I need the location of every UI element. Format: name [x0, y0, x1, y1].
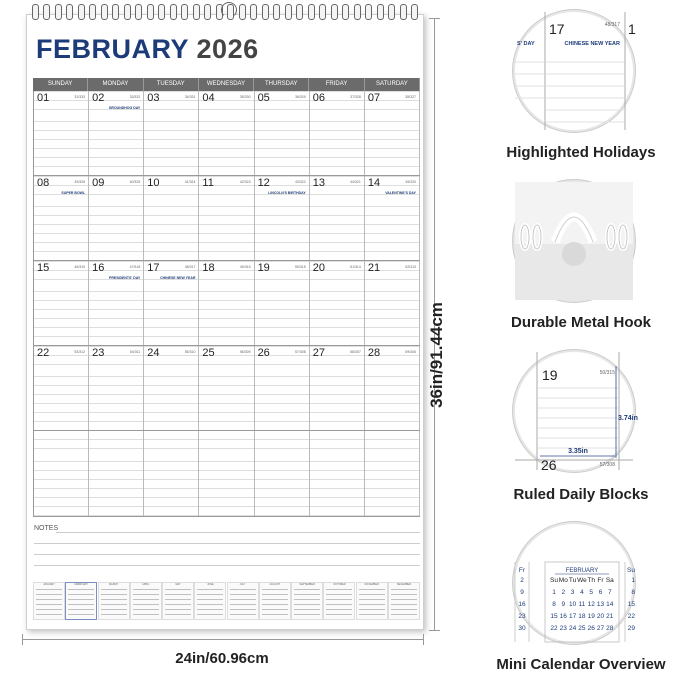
- day-number: 28: [367, 347, 381, 359]
- holidays-zoom-illustration: [515, 12, 636, 130]
- mini-weekday: We: [577, 577, 587, 584]
- mini-day: 14: [606, 601, 614, 608]
- zoom-day-number: 17: [549, 21, 565, 37]
- day-of-year: 44/321: [350, 180, 361, 184]
- weekday-label: FRIDAY: [309, 78, 364, 91]
- mini-day: 24: [568, 625, 577, 632]
- mini-month: [388, 582, 420, 620]
- block-next-day-of-year: 57/308: [599, 462, 615, 468]
- day-cell: [144, 91, 199, 175]
- day-cell: [89, 261, 144, 345]
- day-number: 14: [367, 177, 381, 189]
- day-number: 13: [312, 177, 325, 189]
- mini-next-month-day: Su: [627, 567, 635, 574]
- binding-ring: [273, 4, 280, 20]
- day-cell: [33, 346, 89, 430]
- binding-ring: [365, 4, 372, 20]
- mini-month-rows: [391, 589, 417, 616]
- day-cell: [144, 431, 199, 516]
- feature-label: Highlighted Holidays: [506, 144, 656, 161]
- weekday-label: SATURDAY: [365, 78, 420, 91]
- holiday-label: PRESIDENTS' DAY: [109, 276, 141, 280]
- day-cell: [255, 261, 310, 345]
- day-number: 23: [92, 347, 105, 359]
- mini-month-name: SEPTEMBER: [299, 583, 315, 586]
- mini-calendar-illustration: [515, 524, 633, 642]
- mini-day: 27: [596, 625, 605, 632]
- day-number: 22: [37, 347, 50, 359]
- binding-ring: [147, 4, 154, 20]
- binding-ring: [181, 4, 188, 20]
- day-cell: [144, 346, 199, 430]
- binding-ring: [158, 4, 165, 20]
- holiday-label: CHINESE NEW YEAR: [160, 276, 196, 280]
- day-number: 16: [92, 262, 105, 274]
- day-number: 12: [257, 177, 270, 189]
- day-cell: [89, 346, 144, 430]
- calendar-title: [36, 34, 259, 65]
- mini-day: 4: [580, 589, 584, 596]
- block-width-label: 3.35in: [568, 448, 588, 455]
- mini-month: [323, 582, 355, 620]
- binding-ring: [124, 4, 131, 20]
- binding-ring: [101, 4, 108, 20]
- mini-month-name: NOVEMBER: [364, 583, 379, 586]
- binding-ring: [331, 4, 338, 20]
- mini-day: 28: [606, 625, 614, 632]
- holiday-label: GROUNDHOG DAY: [108, 106, 141, 110]
- day-of-year: 59/306: [405, 350, 416, 354]
- holidays-zoom-circle: [513, 10, 635, 132]
- binding-ring: [262, 4, 269, 20]
- day-of-year: 46/319: [74, 265, 86, 269]
- mini-day: 17: [568, 613, 577, 620]
- binding-ring: [43, 4, 50, 20]
- mini-month-rows: [359, 589, 385, 616]
- mini-day: 9: [561, 601, 566, 608]
- day-cell: [310, 261, 365, 345]
- mini-month: [65, 582, 97, 620]
- day-cell: [255, 176, 310, 260]
- mini-next-month-day: 29: [627, 625, 635, 632]
- dimension-tick: [429, 18, 440, 19]
- day-cell: [255, 431, 310, 516]
- week-row: [33, 176, 420, 261]
- day-of-year: 45/320: [405, 180, 416, 184]
- zoom-holiday: CHINESE NEW YEAR: [564, 41, 620, 47]
- mini-next-month-day: 15: [627, 601, 635, 608]
- month-name: FEBRUARY: [36, 34, 189, 64]
- day-number: 07: [367, 92, 381, 104]
- binding-ring: [308, 4, 315, 20]
- binding-ring: [55, 4, 62, 20]
- mini-day: 2: [561, 589, 566, 596]
- day-number: 24: [147, 347, 160, 359]
- mini-day: 1: [552, 589, 556, 596]
- day-cell: [144, 176, 199, 260]
- binding-ring: [285, 4, 292, 20]
- mini-prev-month-day: 30: [518, 625, 526, 632]
- mini-month-name: MAY: [175, 583, 181, 586]
- day-of-year: 58/307: [350, 350, 361, 354]
- dimension-tick: [423, 634, 424, 645]
- mini-prev-month-day: 23: [518, 613, 526, 620]
- mini-calendar-strip: [33, 582, 420, 620]
- dimension-tick: [429, 630, 440, 631]
- binding-ring: [112, 4, 119, 20]
- day-cell: [199, 346, 254, 430]
- holiday-label: SUPER BOWL: [61, 191, 86, 195]
- weekday-label: WEDNESDAY: [199, 78, 254, 91]
- week-row: [33, 261, 420, 346]
- mini-weekday: Mo: [558, 577, 568, 584]
- day-number: 21: [367, 262, 381, 274]
- mini-month-rows: [262, 589, 288, 616]
- day-of-year: 55/310: [184, 350, 196, 354]
- mini-month: [33, 582, 65, 620]
- mini-month: [194, 582, 226, 620]
- month-grid: [33, 78, 420, 517]
- weeks: [33, 91, 420, 517]
- mini-day: 10: [568, 601, 577, 608]
- holiday-label: VALENTINE'S DAY: [385, 191, 416, 195]
- mini-month-name: OCTOBER: [333, 583, 346, 586]
- binding-ring: [135, 4, 142, 20]
- binding-ring: [66, 4, 73, 20]
- mini-month: [227, 582, 259, 620]
- mini-month-name: DECEMBER: [396, 583, 411, 586]
- day-of-year: 48/317: [184, 265, 196, 269]
- day-cell: [310, 91, 365, 175]
- day-number: 08: [37, 177, 50, 189]
- hook-zoom-circle: [513, 180, 635, 302]
- notes-line: [34, 565, 420, 566]
- mini-month-name: AUGUST: [269, 583, 281, 586]
- mini-day: 23: [559, 625, 567, 632]
- block-day-of-year: 50/315: [599, 370, 615, 376]
- day-cell: [199, 176, 254, 260]
- day-cell: [199, 261, 254, 345]
- mini-month-name: FEBRUARY: [565, 568, 599, 574]
- mini-month: [291, 582, 323, 620]
- block-next-day: 26: [541, 457, 557, 473]
- binding-ring: [354, 4, 361, 20]
- day-number: 11: [202, 177, 214, 189]
- mini-month-name: JUNE: [207, 583, 214, 586]
- day-cell: [365, 431, 420, 516]
- mini-weekday: Tu: [568, 577, 577, 584]
- hanging-hook: [221, 2, 237, 18]
- week-row: [33, 91, 420, 176]
- day-of-year: 33/332: [129, 95, 141, 99]
- mini-prev-month-day: Fr: [518, 567, 526, 574]
- mini-month: [98, 582, 130, 620]
- day-of-year: 57/308: [294, 350, 306, 354]
- day-number: 15: [37, 262, 50, 274]
- day-of-year: 32/333: [74, 95, 86, 99]
- mini-day: 18: [578, 613, 586, 620]
- binding-ring: [400, 4, 407, 20]
- mini-month-rows: [101, 589, 127, 616]
- day-cell: [199, 431, 254, 516]
- mini-day: 26: [587, 625, 595, 632]
- weekday-label: THURSDAY: [254, 78, 309, 91]
- day-of-year: 39/326: [74, 180, 86, 184]
- mini-month-name: APRIL: [142, 583, 150, 586]
- mini-month-rows: [197, 589, 223, 616]
- mini-month-rows: [294, 589, 320, 616]
- width-label: 24in/60.96cm: [175, 650, 269, 667]
- day-cell: [89, 176, 144, 260]
- mini-day: 16: [559, 613, 567, 620]
- day-cell: [33, 431, 89, 516]
- binding-ring: [193, 4, 200, 20]
- day-of-year: 50/315: [294, 265, 306, 269]
- mini-day: 13: [596, 601, 605, 608]
- mini-day: 8: [552, 601, 556, 608]
- feature-label: Durable Metal Hook: [510, 314, 652, 331]
- day-of-year: 35/330: [239, 95, 251, 99]
- day-cell: [199, 91, 254, 175]
- binding-ring: [204, 4, 211, 20]
- mini-next-month-day: 22: [627, 613, 635, 620]
- blocks-zoom-circle: [513, 350, 638, 473]
- zoom-holiday-partial: S' DAY: [517, 41, 535, 47]
- day-of-year: 37/328: [350, 95, 361, 99]
- notes-label: NOTES: [34, 525, 59, 532]
- day-cell: [365, 261, 420, 345]
- day-number: 25: [202, 347, 215, 359]
- mini-next-month-day: 1: [631, 577, 635, 584]
- metal-hook-icon: [515, 182, 633, 300]
- day-of-year: 40/325: [129, 180, 141, 184]
- binding-ring: [89, 4, 96, 20]
- day-of-year: 53/312: [74, 350, 86, 354]
- day-cell: [255, 91, 310, 175]
- weekday-label: MONDAY: [88, 78, 143, 91]
- mini-day: 15: [550, 613, 558, 620]
- week-row: [33, 431, 420, 517]
- mini-prev-month-day: 9: [520, 589, 524, 596]
- day-number: 18: [202, 262, 215, 274]
- day-cell: [310, 176, 365, 260]
- notes-line: [34, 543, 420, 544]
- day-number: 09: [92, 177, 105, 189]
- day-of-year: 54/311: [129, 350, 141, 354]
- binding-ring: [170, 4, 177, 20]
- binding-ring: [78, 4, 85, 20]
- binding-ring: [296, 4, 303, 20]
- day-cell: [33, 91, 89, 175]
- ruled-block-illustration: [515, 352, 638, 473]
- mini-day: 5: [589, 589, 594, 596]
- day-of-year: 34/331: [184, 95, 196, 99]
- mini-month-name: FEBRUARY: [74, 583, 89, 586]
- mini-month-rows: [230, 589, 256, 616]
- day-cell: [89, 91, 144, 175]
- mini-month-name: MARCH: [108, 583, 119, 586]
- mini-prev-month-day: 16: [518, 601, 526, 608]
- mini-day: 12: [587, 601, 595, 608]
- mini-next-month-day: 8: [631, 589, 635, 596]
- mini-day: 11: [578, 601, 586, 608]
- dimension-tick: [22, 634, 23, 645]
- holiday-label: LINCOLN'S BIRTHDAY: [268, 191, 306, 195]
- day-number: 26: [257, 347, 270, 359]
- day-cell: [365, 346, 420, 430]
- day-number: 03: [147, 92, 160, 104]
- weekday-label: TUESDAY: [144, 78, 199, 91]
- week-row: [33, 346, 420, 431]
- day-cell: [89, 431, 144, 516]
- day-cell: [365, 176, 420, 260]
- mini-month: [356, 582, 388, 620]
- mini-weekday: Fr: [597, 577, 604, 584]
- mini-day: 19: [587, 613, 595, 620]
- mini-month: [130, 582, 162, 620]
- day-cell: [365, 91, 420, 175]
- day-of-year: 51/314: [350, 265, 361, 269]
- day-of-year: 47/318: [129, 265, 141, 269]
- day-of-year: 43/322: [294, 180, 306, 184]
- day-number: 10: [147, 177, 160, 189]
- block-height-label: 3.74in: [618, 415, 638, 422]
- day-of-year: 56/309: [239, 350, 251, 354]
- day-of-year: 41/324: [184, 180, 196, 184]
- day-cell: [33, 261, 89, 345]
- mini-month-rows: [326, 589, 352, 616]
- day-number: 27: [312, 347, 325, 359]
- mini-month-rows: [133, 589, 159, 616]
- binding-ring: [239, 4, 246, 20]
- mini-day: 25: [578, 625, 586, 632]
- day-number: 04: [202, 92, 215, 104]
- mini-month: [259, 582, 291, 620]
- mini-day: 7: [607, 589, 612, 596]
- block-day-number: 19: [542, 367, 558, 383]
- day-of-year: 52/313: [405, 265, 416, 269]
- mini-month: [162, 582, 194, 620]
- mini-day: 20: [596, 613, 605, 620]
- weekday-header: [33, 78, 420, 91]
- binding-ring: [319, 4, 326, 20]
- day-number: 01: [37, 92, 50, 104]
- binding-ring: [250, 4, 257, 20]
- binding-ring: [388, 4, 395, 20]
- mini-month-name: JULY: [239, 583, 246, 586]
- day-cell: [144, 261, 199, 345]
- mini-weekday: Th: [587, 577, 595, 584]
- day-of-year: 36/329: [294, 95, 306, 99]
- day-cell: [310, 431, 365, 516]
- binding-ring: [32, 4, 39, 20]
- mini-month-rows: [68, 589, 94, 616]
- feature-label: Mini Calendar Overview: [496, 656, 666, 673]
- width-dimension-line: [22, 639, 424, 640]
- year: 2026: [196, 34, 259, 64]
- notes-line: [34, 554, 420, 555]
- mini-month-rows: [36, 589, 62, 616]
- day-number: 06: [312, 92, 325, 104]
- zoom-day-of-year: 48/317: [604, 22, 620, 28]
- day-of-year: 49/316: [239, 265, 251, 269]
- binding-ring: [411, 4, 418, 20]
- mini-day: 22: [550, 625, 558, 632]
- day-cell: [310, 346, 365, 430]
- feature-label: Ruled Daily Blocks: [513, 486, 649, 503]
- day-number: 02: [92, 92, 105, 104]
- weekday-label: SUNDAY: [33, 78, 88, 91]
- mini-day: 6: [598, 589, 603, 596]
- mini-month-rows: [165, 589, 191, 616]
- mini-weekday: Su: [550, 577, 558, 584]
- svg-text:1: 1: [628, 21, 636, 37]
- mini-day: 21: [606, 613, 614, 620]
- mini-day: 3: [570, 589, 575, 596]
- height-label: 36in/91.44cm: [427, 302, 446, 408]
- day-number: 05: [257, 92, 270, 104]
- day-number: 20: [312, 262, 325, 274]
- day-of-year: 38/327: [405, 95, 416, 99]
- mini-month-name: JANUARY: [43, 583, 55, 586]
- day-number: 17: [147, 262, 160, 274]
- mini-weekday: Sa: [605, 577, 614, 584]
- binding-ring: [342, 4, 349, 20]
- notes-line: [56, 532, 420, 533]
- day-cell: [255, 346, 310, 430]
- binding-ring: [377, 4, 384, 20]
- day-of-year: 42/323: [239, 180, 251, 184]
- day-cell: [33, 176, 89, 260]
- day-number: 19: [257, 262, 270, 274]
- mini-prev-month-day: 2: [520, 577, 524, 584]
- mini-zoom-circle: [513, 522, 635, 644]
